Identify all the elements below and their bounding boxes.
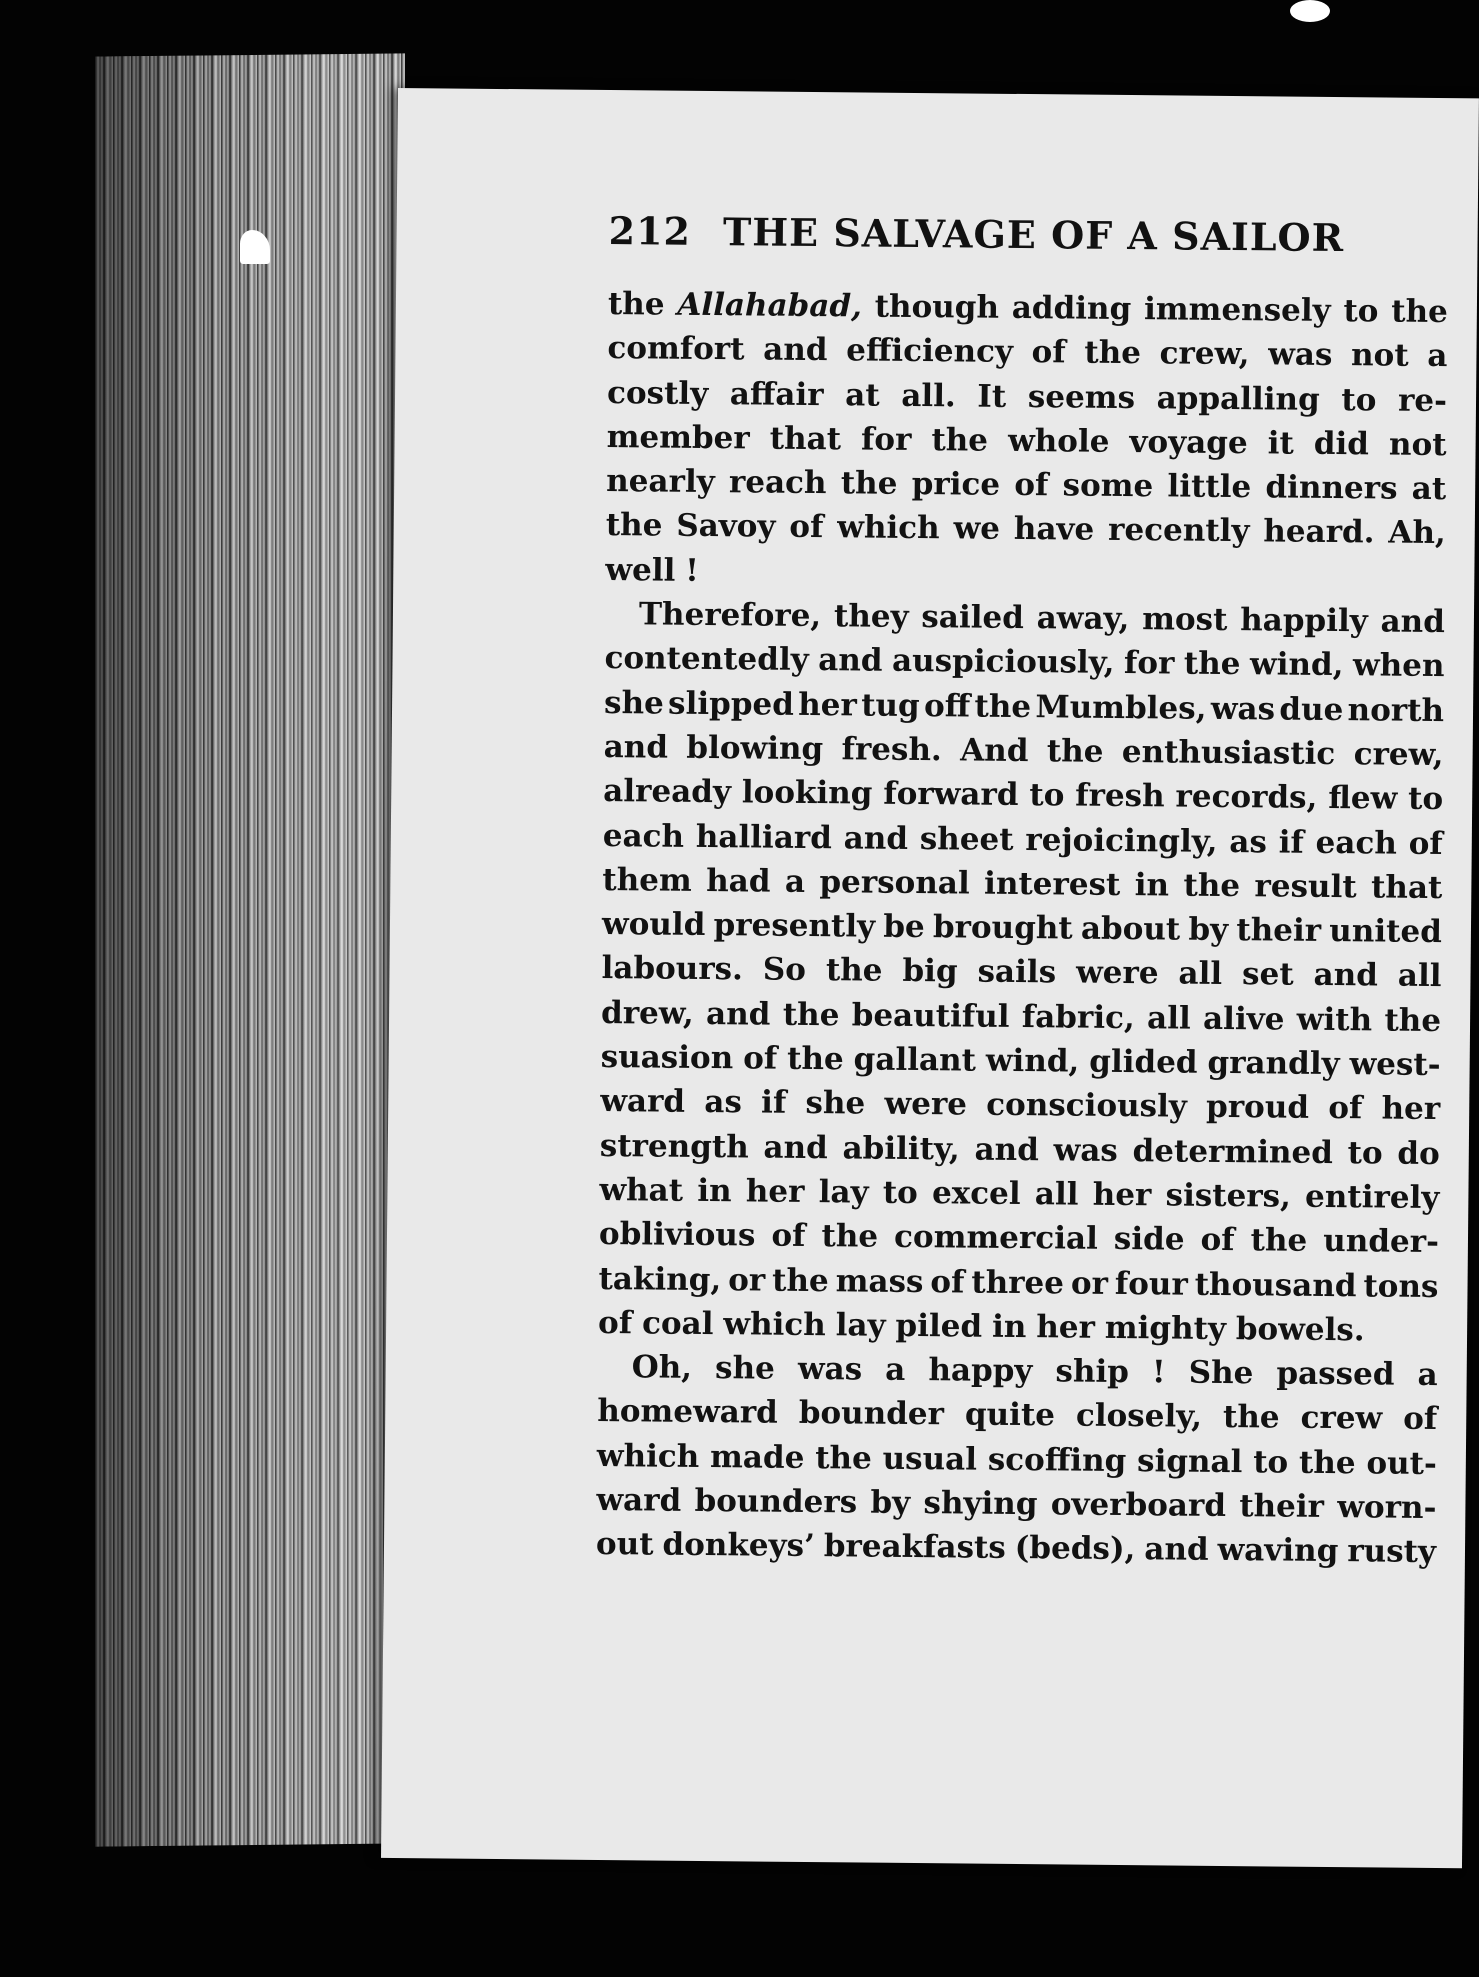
text-line: Therefore, they sailed away, most happily and <box>638 596 1446 641</box>
running-title: THE SALVAGE OF A SAILOR <box>722 209 1345 261</box>
text-line: them had a personal interest in the result that <box>602 861 1443 906</box>
text-line: ward as if she were consciously proud of her <box>600 1083 1441 1128</box>
text-line: already looking forward to fresh records, flew to <box>603 773 1444 818</box>
text-line: out donkeys’ breakfasts (beds), and waving rusty <box>595 1526 1437 1571</box>
text-line: taking, or the mass of three or four thousand tons <box>598 1260 1439 1305</box>
book-page <box>381 88 1479 1868</box>
text-line: of coal which lay piled in her mighty bowels. <box>597 1304 1365 1349</box>
text-line: labours. So the big sails were all set and all <box>601 950 1442 995</box>
text-line: Oh, she was a happy ship ! She passed a <box>631 1349 1438 1394</box>
text-line: suasion of the gallant wind, glided grandly west- <box>600 1039 1441 1084</box>
text-line: homeward bounder quite closely, the crew of <box>597 1393 1438 1438</box>
text-line: she slipped her tug off the Mumbles, was due north <box>603 684 1445 729</box>
text-line: the Allahabad, though adding immensely to the <box>607 286 1449 331</box>
page-number: 212 <box>608 208 692 254</box>
scan-speck <box>1290 0 1330 22</box>
running-header <box>608 208 1388 260</box>
text-line: each halliard and sheet rejoicingly, as if each of <box>602 817 1443 862</box>
text-line: well ! <box>605 551 700 589</box>
text-line: which made the usual scoffing signal to the out- <box>596 1437 1437 1482</box>
text-line: would presently be brought about by their united <box>601 906 1443 951</box>
text-line: strength and ability, and was determined to do <box>599 1127 1440 1172</box>
text-line: nearly reach the price of some little dinners at <box>606 463 1447 508</box>
text-line: costly affair at all. It seems appalling to re- <box>606 374 1448 419</box>
page-edges <box>95 53 405 1846</box>
text-line: oblivious of the commercial side of the under- <box>598 1216 1440 1261</box>
text-line: ward bounders by shying overboard their worn- <box>596 1481 1437 1527</box>
text-line: what in her lay to excel all her sisters, entirely <box>599 1171 1440 1216</box>
text-line: comfort and efficiency of the crew, was not a <box>607 330 1448 375</box>
text-line: drew, and the beautiful fabric, all alive with the <box>600 994 1442 1039</box>
text-line: member that for the whole voyage it did not <box>606 418 1447 463</box>
text-line: contentedly and auspiciously, for the wind, when <box>604 640 1445 685</box>
body-text <box>596 282 1448 1575</box>
text-line: the Savoy of which we have recently heard. Ah, <box>605 507 1446 552</box>
text-line: and blowing fresh. And the enthusiastic crew, <box>603 728 1444 774</box>
